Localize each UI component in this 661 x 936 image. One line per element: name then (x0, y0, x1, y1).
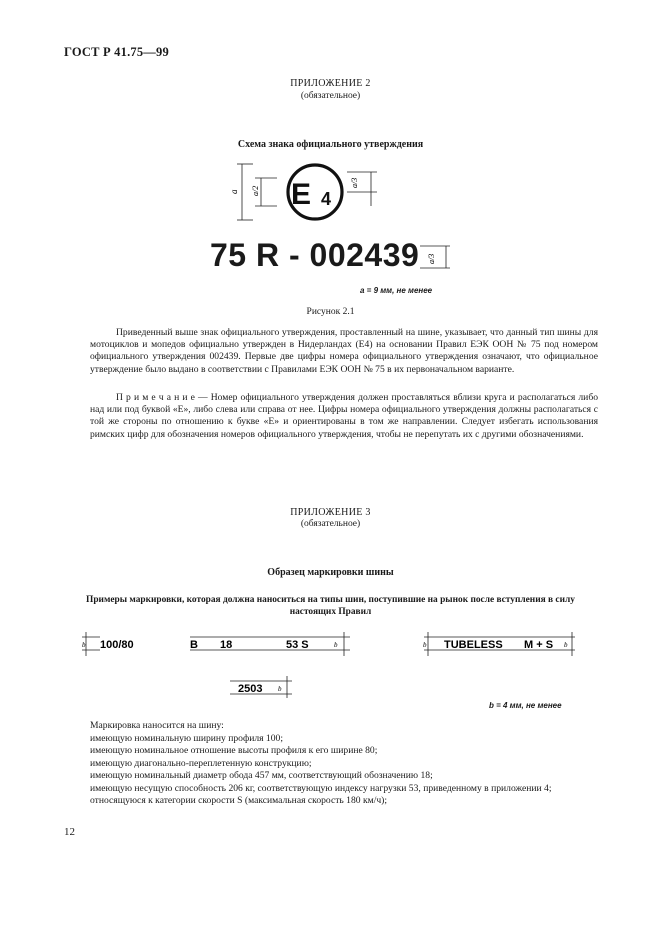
note-text: — Номер официального утверждения должен проставляться вблизи круга и располагаться либо над или под буквой «Е», либо слева или справа от нее. Цифры номера официального утверждения должны располагаться с той же стороны по отношению к букве «Е» и ориентированы в том же направлении. Следует избегать использования римских цифр для обозначения номеров официального утверждения, чтобы не перепутать их с другими обозначениями. (90, 392, 598, 440)
ms-text: M + S (524, 639, 554, 651)
appendix3-subtitle: (обязательное) (300, 519, 361, 529)
appendix2-subtitle: (обязательное) (300, 91, 361, 101)
tire-18-text: 18 (220, 639, 233, 651)
marking-line: имеющую номинальную ширину профиля 100; (90, 732, 283, 744)
marking-line: имеющую диагонально-переплетенную конструкцию; (90, 757, 312, 769)
dim-a3-label-2: a/3 (427, 253, 436, 264)
tire-size-text: 100/80 (100, 639, 134, 651)
dim-a-label: a (229, 189, 239, 194)
appendix2-note (90, 392, 598, 441)
tire-b-text: B (190, 639, 198, 651)
figure-caption: Рисунок 2.1 (306, 307, 355, 317)
marking-line: Маркировка наносится на шину: (90, 720, 224, 731)
tubeless-text: TUBELESS (444, 639, 503, 651)
marking-line: имеющую номинальный диаметр обода 457 мм, соответствующий обозначению 18; (90, 770, 433, 781)
marking-list (90, 720, 600, 808)
mark-letter-e: E (291, 178, 312, 211)
approval-mark-diagram (225, 158, 385, 226)
dim-b-label-3: b (423, 641, 427, 649)
appendix2-paragraph1: Приведенный выше знак официального утверждения, проставленный на шине, указывает, что данный тип шины для мотоциклов и мопедов официально утвержден в Нидерландах (Е4) на основании Правил ЕЭК ООН № 75 под номером официального утверждения 002439. Первые две цифры номера официального утверждения означают, что официальное утверждение было выдано в соответствии с Правилами ЕЭК ООН № 75 в их первоначальном варианте. (90, 327, 598, 375)
tire-load-speed-text: 53 S (286, 639, 309, 651)
approval-number-dimension (420, 244, 456, 274)
marking-line: имеющую несущую способность 206 кг, соответствующую индексу нагрузки 53, приведенному в приложении 4; (90, 782, 552, 794)
appendix2-title: ПРИЛОЖЕНИЕ 2 (290, 78, 371, 89)
tire-marking-examples (80, 628, 580, 700)
approval-size-note: a = 9 мм, не менее (360, 286, 433, 295)
appendix3-title: ПРИЛОЖЕНИЕ 3 (290, 507, 371, 518)
dim-b-label-2: b (334, 641, 338, 649)
dim-a2-label: a/2 (251, 185, 260, 196)
tire-size-note: b = 4 мм, не менее (489, 701, 562, 710)
mark-number: 4 (321, 189, 332, 209)
appendix3-subheading: Примеры маркировки, которая должна наноситься на типы шин, поступившие на рынок после вступления в силу настоящих Правил (86, 595, 575, 617)
appendix3-heading: Образец маркировки шины (267, 567, 394, 578)
marking-line: относящуюся к категории скорости S (максимальная скорость 180 км/ч); (90, 795, 388, 806)
note-label: П р и м е ч а н и е (116, 392, 195, 403)
standard-header: ГОСТ Р 41.75—99 (64, 45, 169, 59)
dim-b-label-1: b (82, 641, 86, 649)
dim-b-label-4: b (564, 641, 568, 649)
approval-number: 75 R - 002439 (210, 237, 420, 273)
page-number: 12 (64, 826, 75, 838)
date-code-text: 2503 (238, 683, 263, 695)
appendix2-heading: Схема знака официального утверждения (237, 139, 424, 150)
marking-line: имеющую номинальное отношение высоты профиля к его ширине 80; (90, 745, 378, 756)
dim-a3-label: a/3 (350, 177, 359, 188)
dim-b-label-5: b (278, 685, 282, 693)
